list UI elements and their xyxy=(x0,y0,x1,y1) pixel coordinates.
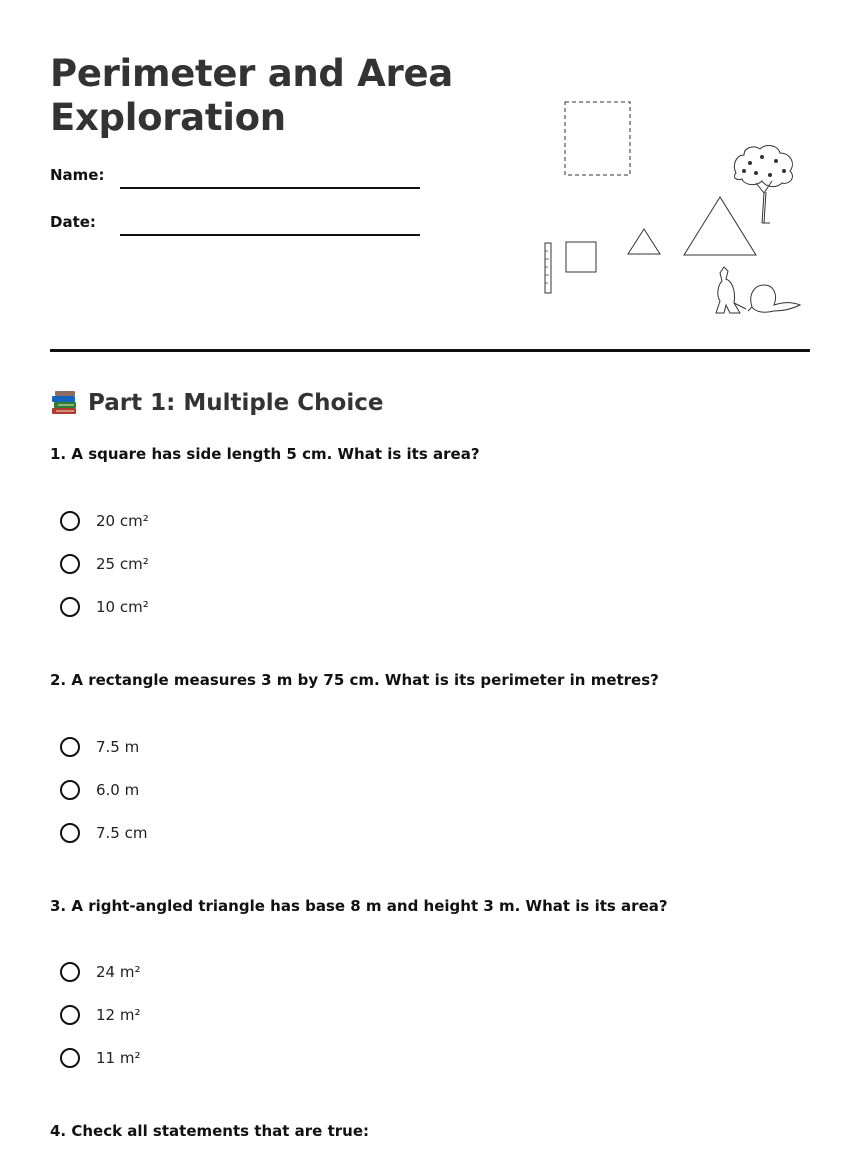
section-heading xyxy=(50,390,383,416)
option-label: 7.5 m xyxy=(96,738,140,756)
radio-button[interactable] xyxy=(60,597,80,617)
q3-option-1[interactable] xyxy=(60,962,140,982)
q1-option-1[interactable] xyxy=(60,511,149,531)
option-label: 20 cm² xyxy=(96,512,149,530)
question-1: 1. A square has side length 5 cm. What is its area? xyxy=(50,445,480,463)
q1-option-2[interactable] xyxy=(60,554,149,574)
q2-option-3[interactable] xyxy=(60,823,147,843)
radio-button[interactable] xyxy=(60,737,80,757)
dashed-rectangle-icon xyxy=(565,102,630,175)
option-label: 6.0 m xyxy=(96,781,140,799)
option-label: 12 m² xyxy=(96,1006,141,1024)
tree-icon xyxy=(734,146,792,223)
name-label: Name: xyxy=(50,166,105,184)
question-4: 4. Check all statements that are true: xyxy=(50,1122,369,1140)
shapes-illustration xyxy=(540,95,810,325)
radio-button[interactable] xyxy=(60,1048,80,1068)
worksheet-title xyxy=(50,52,453,140)
date-label: Date: xyxy=(50,213,96,231)
kangaroo-icon xyxy=(716,267,746,313)
radio-button[interactable] xyxy=(60,1005,80,1025)
radio-button[interactable] xyxy=(60,511,80,531)
section-title: Part 1: Multiple Choice xyxy=(88,390,384,416)
name-field[interactable] xyxy=(120,187,420,189)
option-label: 24 m² xyxy=(96,963,141,981)
question-3: 3. A right-angled triangle has base 8 m and height 3 m. What is its area? xyxy=(50,897,668,915)
platypus-icon xyxy=(748,285,800,312)
title-line-1: Perimeter and Area xyxy=(50,52,453,95)
radio-button[interactable] xyxy=(60,780,80,800)
q2-option-1[interactable] xyxy=(60,737,139,757)
question-2: 2. A rectangle measures 3 m by 75 cm. What is its perimeter in metres? xyxy=(50,671,659,689)
q1-option-3[interactable] xyxy=(60,597,149,617)
date-field[interactable] xyxy=(120,234,420,236)
header-divider xyxy=(50,349,810,352)
title-line-2: Exploration xyxy=(50,96,286,139)
option-label: 11 m² xyxy=(96,1049,141,1067)
square-icon xyxy=(566,242,596,272)
q3-option-3[interactable] xyxy=(60,1048,140,1068)
q2-option-2[interactable] xyxy=(60,780,139,800)
radio-button[interactable] xyxy=(60,962,80,982)
large-triangle-icon xyxy=(684,197,756,255)
radio-button[interactable] xyxy=(60,823,80,843)
option-label: 25 cm² xyxy=(96,555,149,573)
radio-button[interactable] xyxy=(60,554,80,574)
ruler-icon xyxy=(545,243,551,293)
books-icon xyxy=(50,390,78,416)
q3-option-2[interactable] xyxy=(60,1005,140,1025)
small-triangle-icon xyxy=(628,229,660,254)
option-label: 10 cm² xyxy=(96,598,149,616)
option-label: 7.5 cm xyxy=(96,824,148,842)
